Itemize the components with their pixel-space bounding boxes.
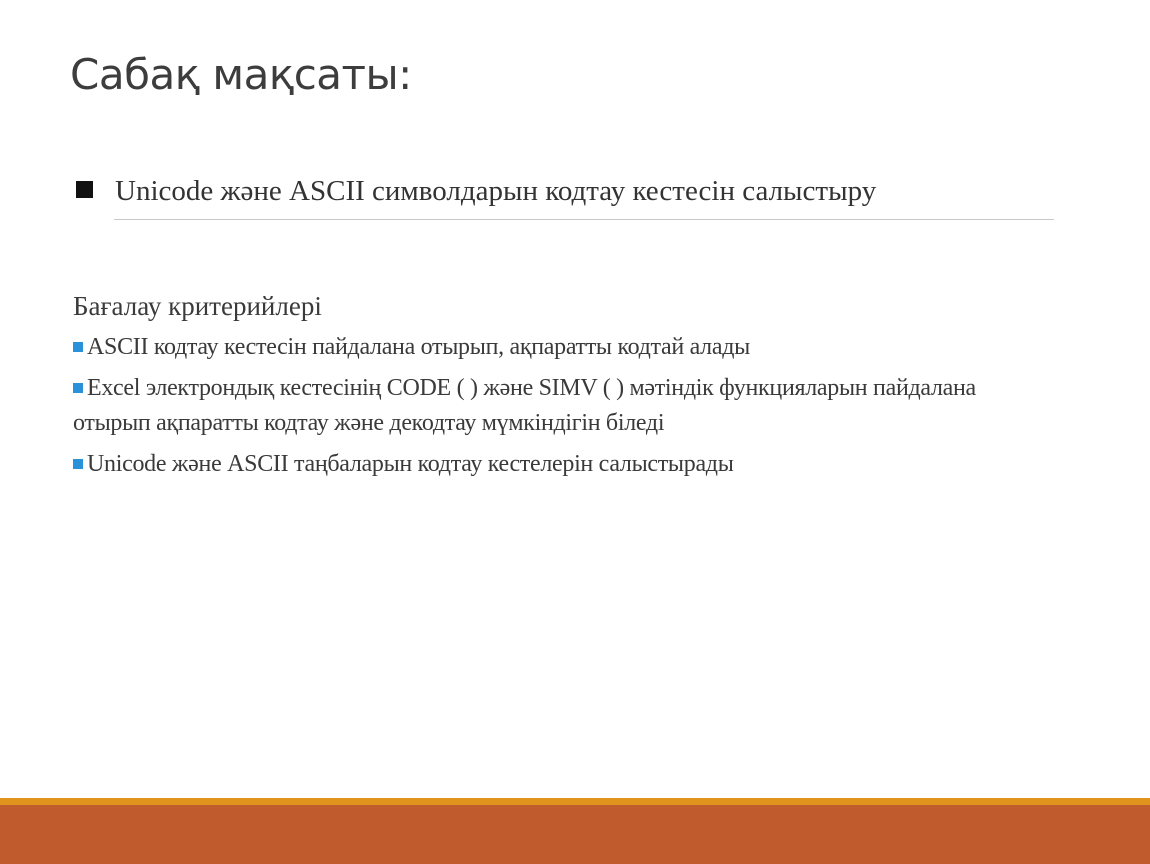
objective-text: Unicode және ASCII символдарын кодтау кестесін салыстыру <box>115 175 877 207</box>
slide-title: Сабақ мақсаты: <box>70 50 412 99</box>
criteria-heading: Бағалау критерийлері <box>73 291 322 321</box>
criteria-item-text: ASCII кодтау кестесін пайдалана отырып, ақпаратты кодтай алады <box>87 334 750 360</box>
footer-bar <box>0 805 1150 864</box>
criteria-item <box>73 447 1053 482</box>
criteria-item <box>73 371 1053 441</box>
divider-line <box>114 219 1054 220</box>
criteria-section <box>73 288 1053 488</box>
criteria-item-text: Unicode және ASCII таңбаларын кодтау кестелерін салыстырады <box>87 451 734 477</box>
objective-item <box>76 172 1056 212</box>
criteria-item-text: Excel электрондық кестесінің CODE ( ) және SIMV ( ) мәтіндік функцияларын пайдалана отырып ақпаратты кодтау және декодтау мүмкіндігін біледі <box>73 375 976 436</box>
square-bullet-icon <box>73 459 83 469</box>
square-bullet-icon <box>76 181 93 198</box>
footer-accent-stripe <box>0 798 1150 805</box>
square-bullet-icon <box>73 342 83 352</box>
square-bullet-icon <box>73 383 83 393</box>
criteria-item <box>73 330 1053 365</box>
